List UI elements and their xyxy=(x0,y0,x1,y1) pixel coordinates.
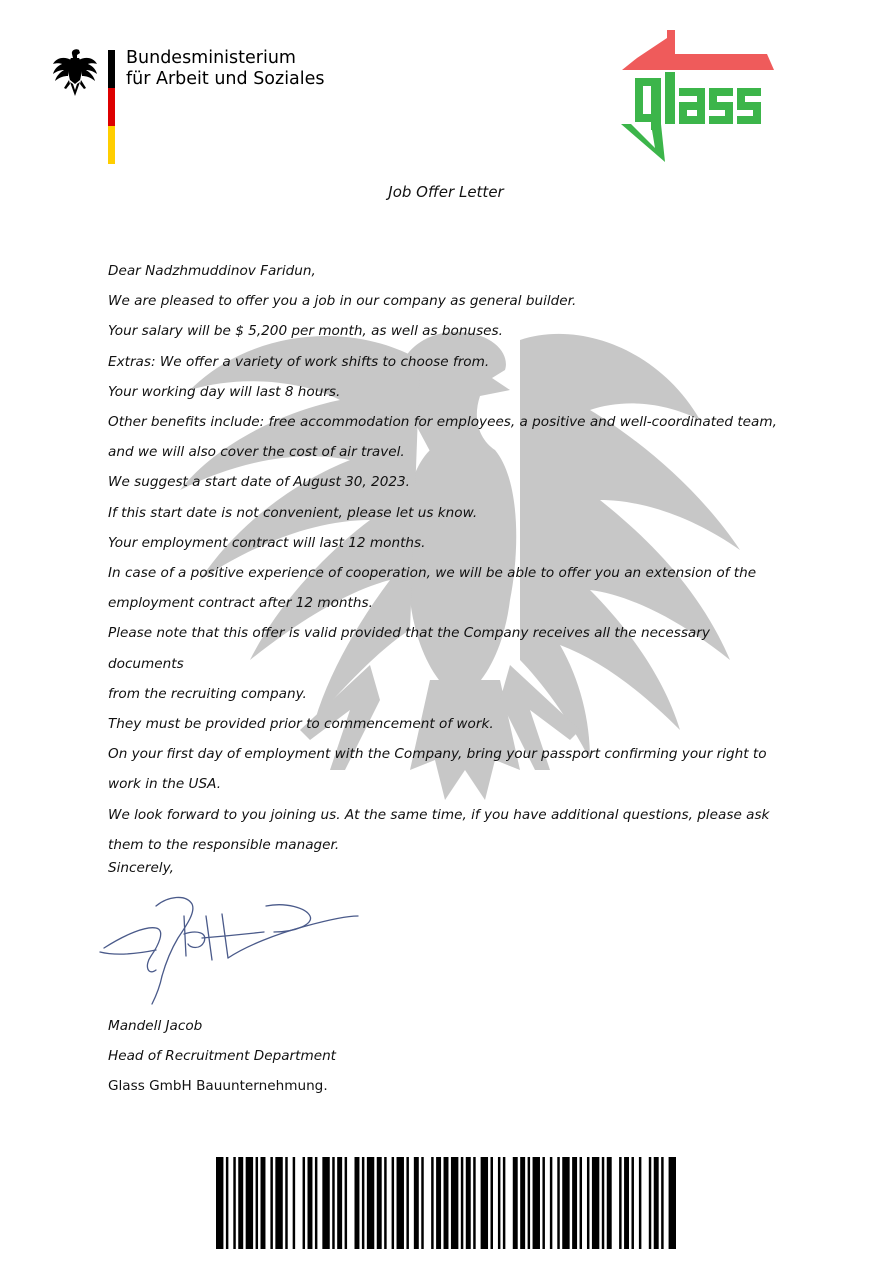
signatory-position: Head of Recruitment Department xyxy=(108,1048,337,1064)
body-line: Please note that this offer is valid provided that the Company receives all the necessary documents xyxy=(108,625,710,672)
ministry-name-line2: für Arbeit und Soziales xyxy=(126,69,325,89)
glass-logo-graphic xyxy=(617,30,777,162)
ministry-name xyxy=(126,48,366,90)
body-line: and we will also cover the cost of air travel. xyxy=(108,444,405,461)
german-flag-bar xyxy=(108,50,115,164)
body-line: Your working day will last 8 hours. xyxy=(108,383,341,400)
closing-salutation: Sincerely, xyxy=(108,860,174,876)
body-line: employment contract after 12 months. xyxy=(108,595,373,612)
body-line: from the recruiting company. xyxy=(108,685,307,702)
barcode-icon xyxy=(216,1157,676,1249)
body-line: Dear Nadzhmuddinov Faridun, xyxy=(108,263,316,279)
glass-company-logo xyxy=(617,30,777,162)
body-line: Your salary will be $ 5,200 per month, as well as bonuses. xyxy=(108,323,503,340)
body-line: Your employment contract will last 12 months. xyxy=(108,534,426,551)
federal-eagle-icon xyxy=(52,48,98,98)
letter-body xyxy=(108,256,788,860)
signatory-company: Glass GmbH Bauunternehmung. xyxy=(108,1078,328,1094)
handwritten-signature-icon xyxy=(96,886,376,1010)
signatory-block xyxy=(108,1011,336,1101)
signatory-name: Mandell Jacob xyxy=(108,1018,203,1034)
body-line: Other benefits include: free accommodation for employees, a positive and well-coordinated team, xyxy=(108,414,777,431)
body-line: In case of a positive experience of cooperation, we will be able to offer you an extension of the xyxy=(108,565,757,582)
body-line: On your first day of employment with the Company, bring your passport confirming your right to xyxy=(108,746,767,763)
body-line: Extras: We offer a variety of work shifts to choose from. xyxy=(108,353,490,370)
body-line: They must be provided prior to commencement of work. xyxy=(108,716,494,733)
body-line: them to the responsible manager. xyxy=(108,836,340,853)
body-line: work in the USA. xyxy=(108,776,222,793)
body-line: We suggest a start date of August 30, 2023. xyxy=(108,474,410,491)
body-line: If this start date is not convenient, please let us know. xyxy=(108,504,478,521)
body-line: We look forward to you joining us. At the same time, if you have additional questions, please ask xyxy=(108,806,770,823)
ministry-name-line1: Bundesministerium xyxy=(126,48,296,68)
document-title: Job Offer Letter xyxy=(388,183,504,201)
body-line: We are pleased to offer you a job in our company as general builder. xyxy=(108,293,577,310)
